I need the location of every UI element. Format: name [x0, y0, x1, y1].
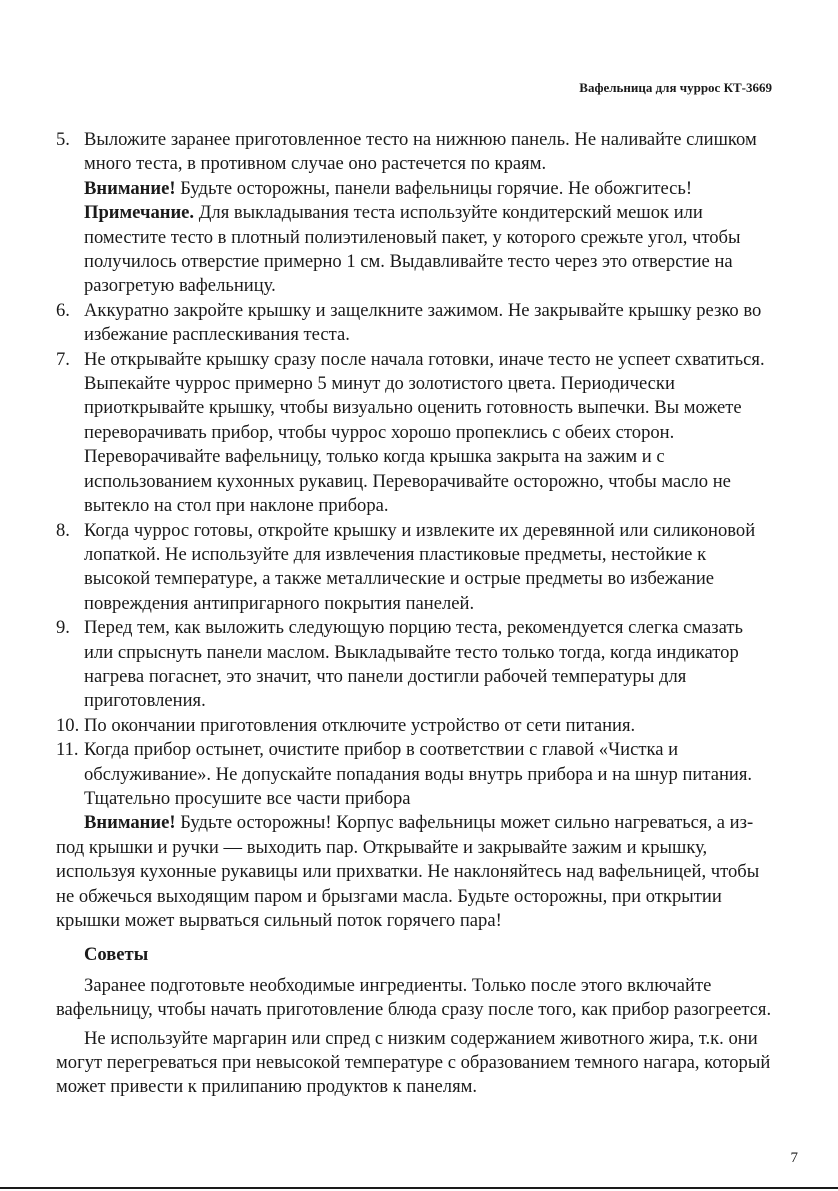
list-item-number: 7. — [56, 348, 70, 370]
remark-label: Примечание. — [84, 202, 195, 224]
remark-note: Примечание. Для выкладывания теста используйте кондитерский мешок или поместите тесто в плотный полиэтиленовый пакет, у которого срежьте угол, чтобы получилось отверстие примерно 1 см. Выдавливайте тесто через это отверстие на разогретую вафельницу. — [84, 202, 741, 297]
warning-paragraph: Внимание! Будьте осторожны! Корпус вафельницы может сильно нагреваться, а из-под крышки и ручки — выходить пар. Открывайте и закрывайте зажим и крышку, используя кухонные рукавицы или прихватки. Не наклоняйтесь над вафельницей, чтобы не обжечься выходящим паром и брызгами масла. Будьте осторожны, при открытии крышки может вырваться сильный поток горячего пара! — [56, 812, 760, 931]
tips-paragraph: Заранее подготовьте необходимые ингредиенты. Только после этого включайте вафельницу, чтобы начать приготовление блюда сразу после того, как прибор разогреется. — [56, 974, 772, 1021]
list-item-text: По окончании приготовления отключите устройство от сети питания. — [84, 714, 636, 736]
list-item-text: Перед тем, как выложить следующую порцию теста, рекомендуется слегка смазать или спрыснуть панели маслом. Выкладывайте тесто только тогда, когда индикатор нагрева погаснет, это значит, что панели достигли рабочей температуры для приготовления. — [84, 617, 744, 712]
list-item-8 — [56, 519, 772, 617]
tips-paragraph: Не используйте маргарин или спред с низким содержанием животного жира, т.к. они могут перегреваться при невысокой температуре с образованием темного нагара, который может привести к прилипанию продуктов к панелям. — [56, 1027, 771, 1098]
page-content — [56, 128, 772, 1100]
list-item-number: 5. — [56, 129, 70, 150]
list-item-number: 6. — [56, 299, 70, 321]
list-item-number: 11. — [56, 739, 79, 761]
bottom-divider — [0, 1187, 838, 1189]
list-item-number: 10. — [56, 714, 80, 736]
list-item-text: Когда чуррос готовы, откройте крышку и извлеките их деревянной или силиконовой лопаткой. Не используйте для извлечения пластиковые предметы, нестойкие к высокой температуре, а также металлические и острые предметы во избежание повреждения антипригарного покрытия панелей. — [84, 519, 756, 614]
tips-heading: Советы — [84, 944, 149, 966]
warning-label: Внимание! — [84, 812, 176, 834]
list-item-number: 9. — [56, 617, 70, 639]
list-item-11 — [56, 738, 772, 811]
document-header-title: Вафельница для чуррос КТ-3669 — [579, 80, 772, 95]
list-item-6 — [56, 299, 772, 348]
list-item-text: Не открывайте крышку сразу после начала готовки, иначе тесто не успеет схватиться. Выпекайте чуррос примерно 5 минут до золотистого цвета. Периодически приоткрывайте крышку, чтобы визуально оценить готовность выпечки. Вы можете переворачивать прибор, чтобы чуррос хорошо пропеклись с обеих сторон. Переворачивайте вафельницу, только когда крышка закрыта на зажим и с использованием кухонных рукавиц. Переворачивайте осторожно, чтобы масло не вытекло на стол при наклоне прибора. — [84, 348, 765, 517]
warning-label: Внимание! — [84, 177, 176, 199]
list-item-text: Аккуратно закройте крышку и защелкните зажимом. Не закрывайте крышку резко во избежание расплескивания теста. — [84, 299, 762, 346]
list-item-9 — [56, 616, 772, 714]
list-item-10 — [56, 714, 772, 738]
list-item-7 — [56, 348, 772, 519]
page-number: 7 — [790, 1150, 798, 1166]
list-item-text: Когда прибор остынет, очистите прибор в соответствии с главой «Чистка и обслуживание». Не допускайте попадания воды внутрь прибора и на шнур питания. Тщательно просушите все части прибора — [84, 739, 753, 809]
list-item-5 — [56, 128, 772, 299]
list-item-number: 8. — [56, 519, 70, 541]
list-item-text: Выложите заранее приготовленное тесто на нижнюю панель. Не наливайте слишком много теста, в противном случае оно растечется по краям. — [84, 129, 757, 175]
warning-note: Внимание! Будьте осторожны, панели вафельницы горячие. Не обожгитесь! — [84, 177, 693, 199]
